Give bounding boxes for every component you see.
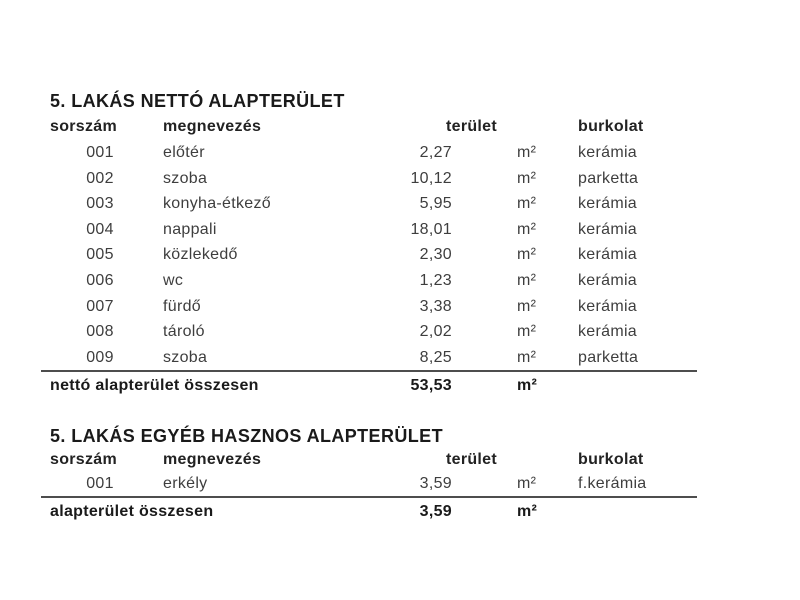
area-value: 18,01 bbox=[410, 220, 452, 238]
row-number: 001 bbox=[86, 144, 114, 161]
table-row bbox=[40, 140, 700, 166]
area-value: 3,38 bbox=[419, 297, 452, 315]
area-unit: m² bbox=[517, 144, 537, 161]
other-area-title: 5. LAKÁS EGYÉB HASZNOS ALAPTERÜLET bbox=[50, 426, 443, 446]
area-value: 10,12 bbox=[410, 169, 452, 187]
header-sorszam: sorszám bbox=[50, 118, 118, 135]
area-value: 2,30 bbox=[419, 246, 452, 264]
row-number: 002 bbox=[86, 169, 114, 187]
net-total-unit: m² bbox=[517, 377, 538, 395]
room-name: nappali bbox=[163, 220, 217, 238]
room-name: szoba bbox=[163, 348, 208, 366]
surface-type: f.kerámia bbox=[578, 475, 647, 492]
surface-type: kerámia bbox=[578, 195, 638, 213]
other-total-value: 3,59 bbox=[419, 503, 452, 520]
area-value: 2,27 bbox=[419, 144, 452, 161]
room-name: előtér bbox=[163, 144, 205, 161]
other-area-section bbox=[40, 424, 700, 525]
room-name: wc bbox=[163, 271, 184, 289]
net-total-value: 53,53 bbox=[410, 377, 452, 395]
other-total-label: alapterület összesen bbox=[50, 503, 214, 520]
room-name: erkély bbox=[163, 475, 208, 492]
area-value: 1,23 bbox=[419, 271, 452, 289]
surface-type: kerámia bbox=[578, 323, 638, 341]
header-megnevezes: megnevezés bbox=[163, 118, 262, 135]
other-area-header-row bbox=[40, 448, 700, 472]
row-number: 005 bbox=[86, 246, 114, 264]
row-number: 009 bbox=[86, 348, 114, 366]
surface-type: kerámia bbox=[578, 246, 638, 264]
area-value: 8,25 bbox=[419, 348, 452, 366]
header-sorszam: sorszám bbox=[50, 451, 118, 468]
area-value: 3,59 bbox=[419, 475, 452, 492]
room-name: tároló bbox=[163, 323, 205, 341]
table-row bbox=[40, 472, 700, 496]
other-total-unit: m² bbox=[517, 503, 538, 520]
area-unit: m² bbox=[517, 323, 537, 341]
surface-type: parketta bbox=[578, 348, 639, 366]
table-row bbox=[40, 242, 700, 268]
area-unit: m² bbox=[517, 271, 537, 289]
net-area-header-row bbox=[40, 114, 700, 140]
area-unit: m² bbox=[517, 195, 537, 213]
row-number: 007 bbox=[86, 297, 114, 315]
row-number: 008 bbox=[86, 323, 114, 341]
table-row bbox=[40, 217, 700, 243]
surface-type: kerámia bbox=[578, 144, 638, 161]
surface-type: kerámia bbox=[578, 220, 638, 238]
area-unit: m² bbox=[517, 220, 537, 238]
surface-type: kerámia bbox=[578, 297, 638, 315]
area-unit: m² bbox=[517, 348, 537, 366]
header-terulet: terület bbox=[446, 118, 497, 135]
row-number: 004 bbox=[86, 220, 114, 238]
area-value: 2,02 bbox=[419, 323, 452, 341]
net-area-section bbox=[40, 88, 700, 399]
row-number: 006 bbox=[86, 271, 114, 289]
room-name: közlekedő bbox=[163, 246, 238, 264]
area-unit: m² bbox=[517, 246, 537, 264]
room-name: fürdő bbox=[163, 297, 201, 315]
table-row bbox=[40, 294, 700, 320]
row-number: 001 bbox=[86, 475, 114, 492]
area-value: 5,95 bbox=[419, 195, 452, 213]
surface-type: parketta bbox=[578, 169, 639, 187]
table-row bbox=[40, 166, 700, 192]
table-row bbox=[40, 319, 700, 345]
surface-type: kerámia bbox=[578, 271, 638, 289]
net-area-title: 5. LAKÁS NETTÓ ALAPTERÜLET bbox=[50, 91, 345, 111]
header-burkolat: burkolat bbox=[578, 118, 644, 135]
net-total-row bbox=[40, 372, 700, 399]
header-terulet: terület bbox=[446, 451, 497, 468]
room-name: szoba bbox=[163, 169, 208, 187]
net-total-label: nettó alapterület összesen bbox=[50, 377, 259, 395]
table-row bbox=[40, 191, 700, 217]
header-megnevezes: megnevezés bbox=[163, 451, 262, 468]
header-burkolat: burkolat bbox=[578, 451, 644, 468]
table-row bbox=[40, 268, 700, 294]
table-row bbox=[40, 345, 700, 371]
area-unit: m² bbox=[517, 297, 537, 315]
room-name: konyha-étkező bbox=[163, 195, 271, 213]
other-total-row bbox=[40, 498, 700, 525]
area-unit: m² bbox=[517, 169, 537, 187]
area-unit: m² bbox=[517, 475, 537, 492]
row-number: 003 bbox=[86, 195, 114, 213]
